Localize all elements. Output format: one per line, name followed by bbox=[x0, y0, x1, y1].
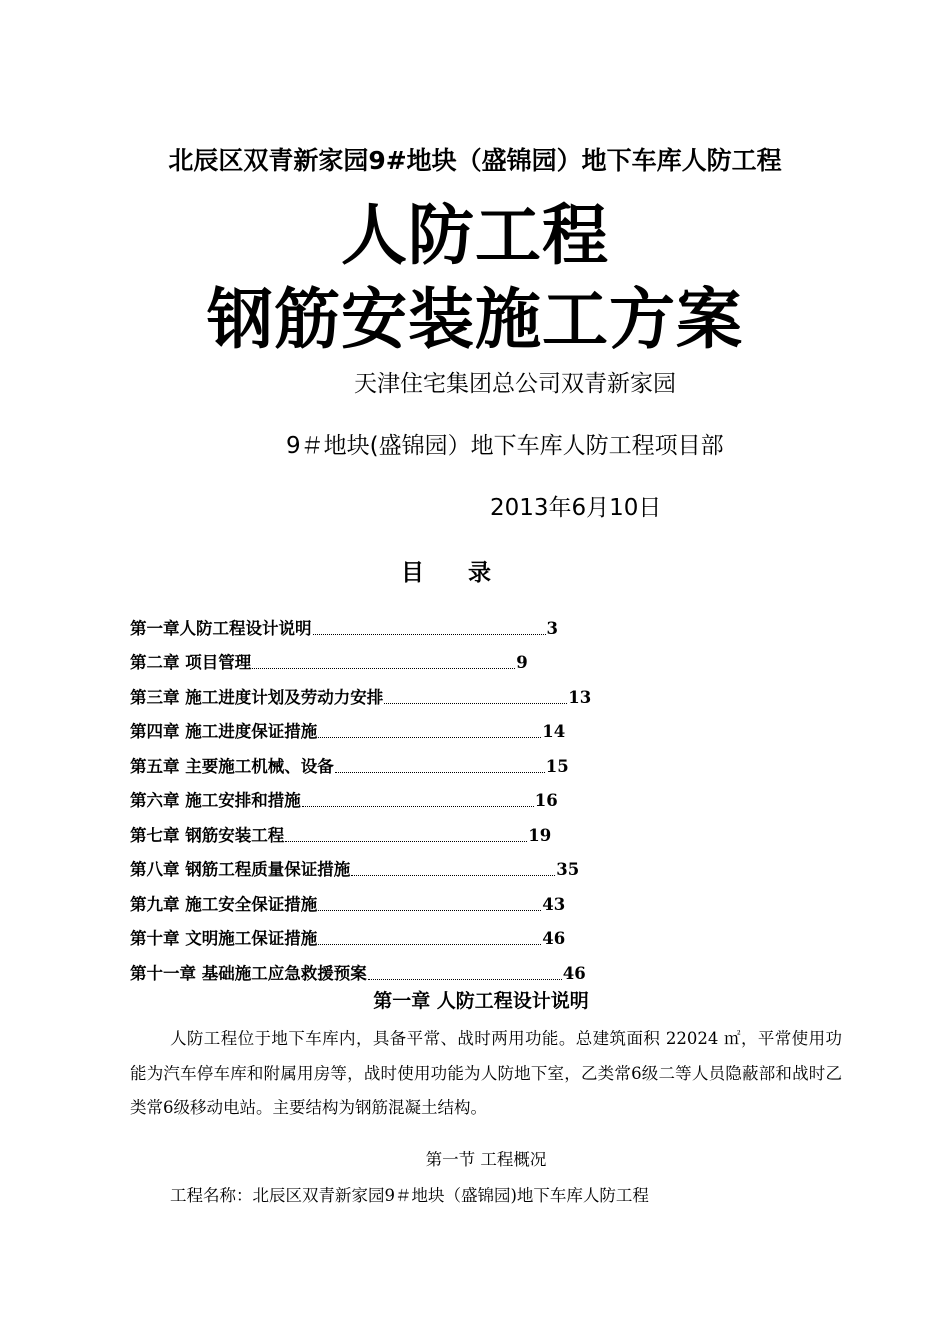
toc-leader-dots bbox=[318, 944, 541, 945]
toc-item[interactable] bbox=[130, 606, 591, 641]
project-header-title: 北辰区双青新家园9#地块（盛锦园）地下车库人防工程 bbox=[168, 146, 782, 175]
toc-item-page: 46 bbox=[562, 963, 586, 983]
toc-leader-dots bbox=[384, 703, 567, 704]
toc-heading-part1: 目 bbox=[401, 560, 424, 586]
toc-item-page: 35 bbox=[556, 860, 580, 879]
cover-title-line2: 钢筋安装施工方案 bbox=[207, 281, 743, 358]
toc-item-page: 14 bbox=[542, 722, 566, 741]
toc-item-page: 13 bbox=[568, 687, 592, 707]
section1-heading: 第一节 工程概况 bbox=[425, 1150, 547, 1169]
organization-line2: 9＃地块(盛锦园）地下车库人防工程项目部 bbox=[286, 433, 724, 459]
toc-item-label: 第八章 钢筋工程质量保证措施 bbox=[130, 860, 351, 879]
toc-item[interactable] bbox=[130, 779, 591, 814]
toc-item[interactable] bbox=[130, 882, 591, 917]
toc-item-label: 第九章 施工安全保证措施 bbox=[130, 894, 318, 914]
toc-heading bbox=[0, 557, 892, 589]
toc-item-page: 46 bbox=[542, 929, 566, 948]
toc-item-label: 第六章 施工安排和措施 bbox=[130, 791, 301, 810]
toc-item-page: 43 bbox=[542, 894, 566, 914]
toc-leader-dots bbox=[351, 875, 555, 876]
toc-item[interactable] bbox=[130, 848, 591, 883]
toc-leader-dots bbox=[318, 737, 541, 738]
toc-leader-dots bbox=[313, 634, 546, 635]
cover-title-line1: 人防工程 bbox=[341, 197, 609, 274]
organization-line1: 天津住宅集团总公司双青新家园 bbox=[354, 371, 676, 397]
toc-item-label: 第二章 项目管理 bbox=[130, 653, 252, 672]
table-of-contents bbox=[130, 606, 591, 986]
toc-item-page: 9 bbox=[516, 653, 528, 672]
document-date: 2013年6月10日 bbox=[490, 495, 662, 521]
toc-item[interactable] bbox=[130, 951, 591, 986]
toc-item-label: 第四章 施工进度保证措施 bbox=[130, 722, 318, 741]
toc-item-label: 第一章人防工程设计说明 bbox=[130, 618, 312, 638]
chapter1-paragraph: 人防工程位于地下车库内，具备平常、战时两用功能。总建筑面积 22024 ㎡，平常使用功能为汽车停车库和附属用房等，战时使用功能为人防地下室，乙类常6级二等人员隐蔽部和战时乙类常6级移动电站。主要结构为钢筋混凝土结构。 bbox=[130, 1029, 842, 1117]
toc-leader-dots bbox=[302, 806, 534, 807]
toc-item-label: 第五章 主要施工机械、设备 bbox=[130, 756, 334, 776]
toc-heading-part2: 录 bbox=[468, 560, 491, 586]
toc-item[interactable] bbox=[130, 744, 591, 779]
project-name-line: 工程名称：北辰区双青新家园9＃地块（盛锦园)地下车库人防工程 bbox=[170, 1186, 649, 1205]
toc-item[interactable] bbox=[130, 675, 591, 710]
toc-item-page: 3 bbox=[546, 618, 558, 638]
toc-leader-dots bbox=[252, 668, 515, 669]
toc-item-label: 第十一章 基础施工应急救援预案 bbox=[130, 963, 367, 983]
toc-item[interactable] bbox=[130, 813, 591, 848]
toc-item[interactable] bbox=[130, 641, 591, 676]
toc-item-label: 第三章 施工进度计划及劳动力安排 bbox=[130, 687, 384, 707]
toc-leader-dots bbox=[318, 910, 541, 911]
toc-item[interactable] bbox=[130, 710, 591, 745]
toc-item-page: 19 bbox=[528, 825, 552, 845]
toc-item[interactable] bbox=[130, 917, 591, 952]
toc-leader-dots bbox=[335, 772, 545, 773]
toc-item-page: 16 bbox=[534, 791, 558, 810]
toc-leader-dots bbox=[368, 979, 562, 980]
chapter1-heading: 第一章 人防工程设计说明 bbox=[373, 990, 589, 1012]
toc-item-label: 第十章 文明施工保证措施 bbox=[130, 929, 318, 948]
toc-leader-dots bbox=[285, 841, 527, 842]
toc-item-page: 15 bbox=[545, 756, 569, 776]
toc-item-label: 第七章 钢筋安装工程 bbox=[130, 825, 285, 845]
